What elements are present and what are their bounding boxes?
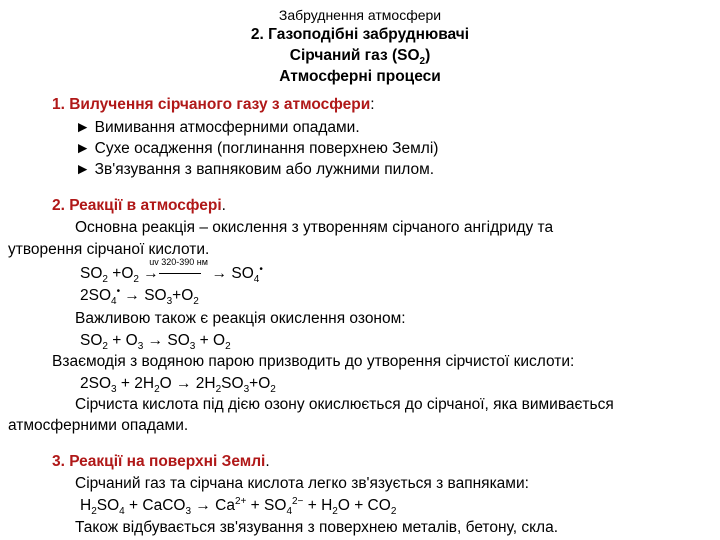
paragraph: атмосферними опадами. <box>8 417 189 434</box>
section-title: 2. Газоподібні забруднювачі <box>250 26 470 43</box>
reaction-equation: $2SO_3 + 2H_2O \to 2H_2SO_3+O_2$ <box>80 375 276 396</box>
subtitle: Атмосферні процеси <box>279 68 441 85</box>
triangle-bullet-icon: ► <box>75 119 91 136</box>
reaction-equation: $H_2SO_4$ + CaCO$_3$ → $Ca^{2+} + SO_4^{2-} + H_2O + CO_2$ <box>80 495 397 518</box>
bullet-item: ► Сухе осадження (поглинання поверхнею Землі) <box>75 140 439 157</box>
triangle-bullet-icon: ► <box>75 161 91 178</box>
paragraph: Основна реакція – окислення з утворенням сірчаного ангідриду та <box>75 219 554 236</box>
reaction-equation: $SO_2 +O_2$ uv 320-390 нм → → $SO_4^•$ <box>80 257 263 286</box>
triangle-bullet-icon: ► <box>75 140 91 157</box>
slide-topic: Забруднення атмосфери <box>278 7 442 23</box>
paragraph: Важливою також є реакція окислення озоном: <box>75 310 406 327</box>
section3-heading: 3. Реакції на поверхні Землі. <box>52 453 270 470</box>
section1-heading: 1. Вилучення сірчаного газу з атмосфери: <box>52 96 375 113</box>
subject-title: Сірчаний газ $(SO_2)$ <box>289 47 431 68</box>
bullet-item: ► Зв'язування з вапняковим або лужними пилом. <box>75 161 435 178</box>
paragraph: Також відбувається зв'язування з поверхнею металів, бетону, скла. <box>75 519 559 536</box>
paragraph: Сірчиста кислота під дією озону окислюється до сірчаної, яка вимивається <box>75 396 614 413</box>
reaction-equation: $2SO_4^• \to SO_3+O_2$ <box>80 285 199 308</box>
reaction-equation: $SO_2 + O_3 \to SO_3 + O_2$ <box>80 332 231 353</box>
bullet-item: ► Вимивання атмосферними опадами. <box>75 119 360 136</box>
paragraph: утворення сірчаної кислоти. <box>8 241 210 258</box>
paragraph: Сірчаний газ та сірчана кислота легко зв'язується з вапняками: <box>75 475 529 492</box>
section2-heading: 2. Реакції в атмосфері. <box>52 197 226 214</box>
paragraph: Взаємодія з водяною парою призводить до утворення сірчистої кислоти: <box>52 353 575 370</box>
reaction-arrow: uv 320-390 нм → <box>143 257 208 282</box>
